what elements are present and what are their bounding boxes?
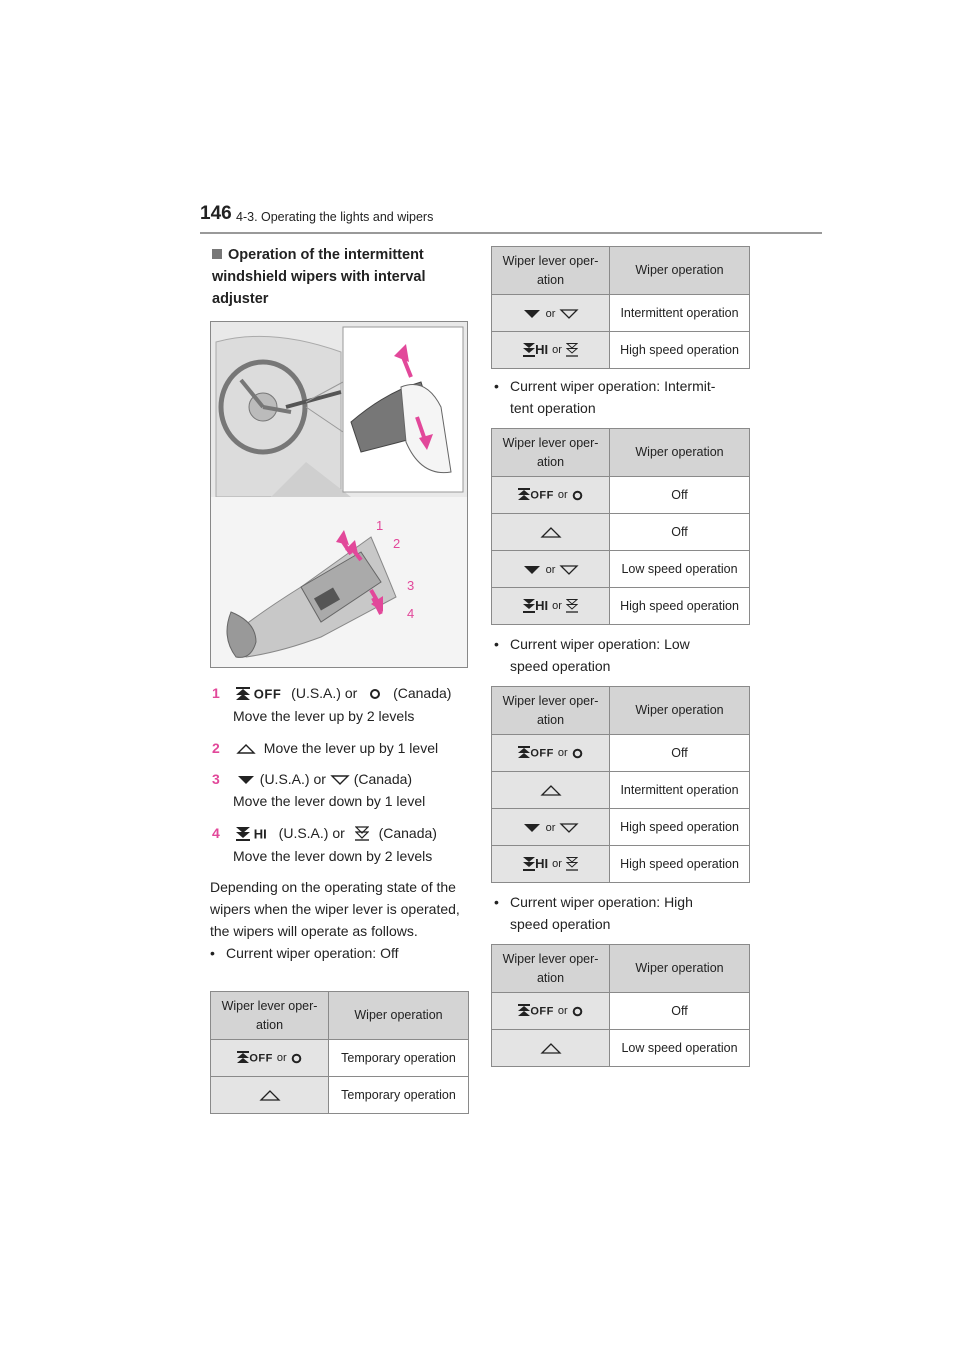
mist-down-outline-icon xyxy=(355,826,369,842)
wiper-table-high-a xyxy=(491,686,750,883)
header-lever: Wiper lever oper- ation xyxy=(492,687,610,735)
step-description: Move the lever down by 2 levels xyxy=(233,848,433,865)
up-arrow-outline-icon xyxy=(540,785,562,797)
callout-1: 1 xyxy=(376,518,384,533)
bullet-intermittent: • Current wiper operation: Intermit- tent operation xyxy=(494,378,716,416)
mist-up-icon xyxy=(237,1051,249,1065)
lever-cell xyxy=(492,514,610,551)
step-canada-text: (Canada) xyxy=(378,825,437,841)
lever-cell: OFF or xyxy=(492,993,610,1030)
lever-cell: HI or xyxy=(492,588,610,625)
bullet-high: • Current wiper operation: High speed operation xyxy=(494,894,693,932)
circle-off-icon xyxy=(572,748,583,759)
header-lever: Wiper lever oper- ation xyxy=(211,992,329,1040)
lever-cell: or xyxy=(492,295,610,332)
step-number: 2 xyxy=(212,740,220,756)
step-canada-text: (Canada) xyxy=(393,685,452,701)
intro-text: Depending on the operating state of the wipers when the wiper lever is operated, the wipers will operate as follows. xyxy=(210,879,460,939)
header-lever: Wiper lever oper- ation xyxy=(492,247,610,295)
step-canada-text: (Canada) xyxy=(353,771,413,787)
down-arrow-filled-icon xyxy=(522,565,542,575)
step-description: Move the lever down by 1 level xyxy=(233,793,426,809)
circle-off-icon xyxy=(291,1053,302,1064)
mist-down-outline-icon xyxy=(566,599,578,613)
mist-up-icon xyxy=(518,746,530,760)
step-2 xyxy=(212,737,438,759)
bullet-low: • Current wiper operation: Low speed operation xyxy=(494,636,690,674)
wiper-table-intermittent xyxy=(491,246,750,369)
header-operation: Wiper operation xyxy=(610,945,750,993)
mist-down-outline-icon xyxy=(566,857,578,871)
mist-down-outline-icon xyxy=(566,343,578,357)
wiper-table-low xyxy=(491,428,750,625)
down-arrow-outline-icon xyxy=(559,823,579,833)
operation-cell: Temporary operation xyxy=(329,1040,469,1077)
lever-cell: OFF or xyxy=(492,735,610,772)
bullet-text: Current wiper operation: Off xyxy=(226,945,399,961)
circle-off-icon xyxy=(369,688,381,700)
lever-cell: or xyxy=(492,809,610,846)
operation-cell: Low speed operation xyxy=(610,551,750,588)
step-usa-text: (U.S.A.) or xyxy=(291,685,358,701)
heading-square-icon xyxy=(212,249,222,259)
operation-cell: High speed operation xyxy=(610,846,750,883)
operation-cell: Temporary operation xyxy=(329,1077,469,1114)
step-usa-text: (U.S.A.) or xyxy=(278,825,345,841)
up-arrow-outline-icon xyxy=(540,1043,562,1055)
mist-up-icon xyxy=(236,686,250,702)
lever-cell xyxy=(211,1077,329,1114)
step-description: Move the lever up by 1 level xyxy=(263,740,439,756)
heading-text: Operation of the intermittent windshield wipers with interval adjuster xyxy=(212,247,426,307)
lever-cell: HI or xyxy=(492,846,610,883)
mist-down-icon xyxy=(523,343,535,357)
hi-label: HI xyxy=(253,826,267,842)
header-operation: Wiper operation xyxy=(610,247,750,295)
header-rule xyxy=(200,232,822,234)
up-arrow-outline-icon xyxy=(540,527,562,539)
off-label: OFF xyxy=(253,686,282,702)
step-description: Move the lever up by 2 levels xyxy=(233,708,415,725)
circle-off-icon xyxy=(572,490,583,501)
callout-2: 2 xyxy=(393,536,401,551)
operation-cell: Off xyxy=(610,477,750,514)
lever-cell xyxy=(492,1030,610,1067)
wiper-lever-illustration xyxy=(210,321,468,668)
header-lever: Wiper lever oper- ation xyxy=(492,429,610,477)
step-usa-text: (U.S.A.) or xyxy=(259,771,326,787)
intro-paragraph xyxy=(210,876,460,964)
operation-cell: Intermittent operation xyxy=(610,295,750,332)
down-arrow-filled-icon xyxy=(236,774,256,786)
wiper-table-off xyxy=(210,991,469,1114)
circle-off-icon xyxy=(572,1006,583,1017)
step-number: 3 xyxy=(212,771,220,787)
lever-cell: OFF or xyxy=(492,477,610,514)
operation-cell: Intermittent operation xyxy=(610,772,750,809)
lever-cell: HI or xyxy=(492,332,610,369)
operation-cell: Off xyxy=(610,735,750,772)
lever-cell: OFF or xyxy=(211,1040,329,1077)
down-arrow-outline-icon xyxy=(559,309,579,319)
mist-up-icon xyxy=(518,488,530,502)
section-title: 4-3. Operating the lights and wipers xyxy=(236,210,434,224)
up-arrow-outline-icon xyxy=(236,743,256,755)
mist-down-icon xyxy=(523,599,535,613)
up-arrow-outline-icon xyxy=(259,1090,281,1102)
page-number: 146 xyxy=(200,203,232,224)
step-number: 4 xyxy=(212,825,220,841)
operation-cell: Off xyxy=(610,993,750,1030)
bullet-off: • Current wiper operation: Off xyxy=(210,945,399,961)
step-1 xyxy=(212,682,451,727)
callout-3: 3 xyxy=(407,578,415,593)
header-lever: Wiper lever oper- ation xyxy=(492,945,610,993)
operation-cell: High speed operation xyxy=(610,332,750,369)
lever-cell: or xyxy=(492,551,610,588)
step-3 xyxy=(212,768,425,812)
step-4 xyxy=(212,822,437,867)
header-operation: Wiper operation xyxy=(610,687,750,735)
operation-cell: Off xyxy=(610,514,750,551)
operation-cell: High speed operation xyxy=(610,809,750,846)
down-arrow-filled-icon xyxy=(522,823,542,833)
down-arrow-outline-icon xyxy=(559,565,579,575)
mist-down-icon xyxy=(523,857,535,871)
operation-cell: Low speed operation xyxy=(610,1030,750,1067)
header-operation: Wiper operation xyxy=(610,429,750,477)
wiper-table-high-b xyxy=(491,944,750,1067)
illustration-svg xyxy=(211,322,468,668)
step-number: 1 xyxy=(212,685,220,701)
operation-cell: High speed operation xyxy=(610,588,750,625)
callout-4: 4 xyxy=(407,606,415,621)
lever-cell xyxy=(492,772,610,809)
down-arrow-outline-icon xyxy=(330,774,350,786)
mist-up-icon xyxy=(518,1004,530,1018)
mist-down-icon xyxy=(236,826,250,842)
header-operation: Wiper operation xyxy=(329,992,469,1040)
heading xyxy=(212,244,462,310)
down-arrow-filled-icon xyxy=(522,309,542,319)
